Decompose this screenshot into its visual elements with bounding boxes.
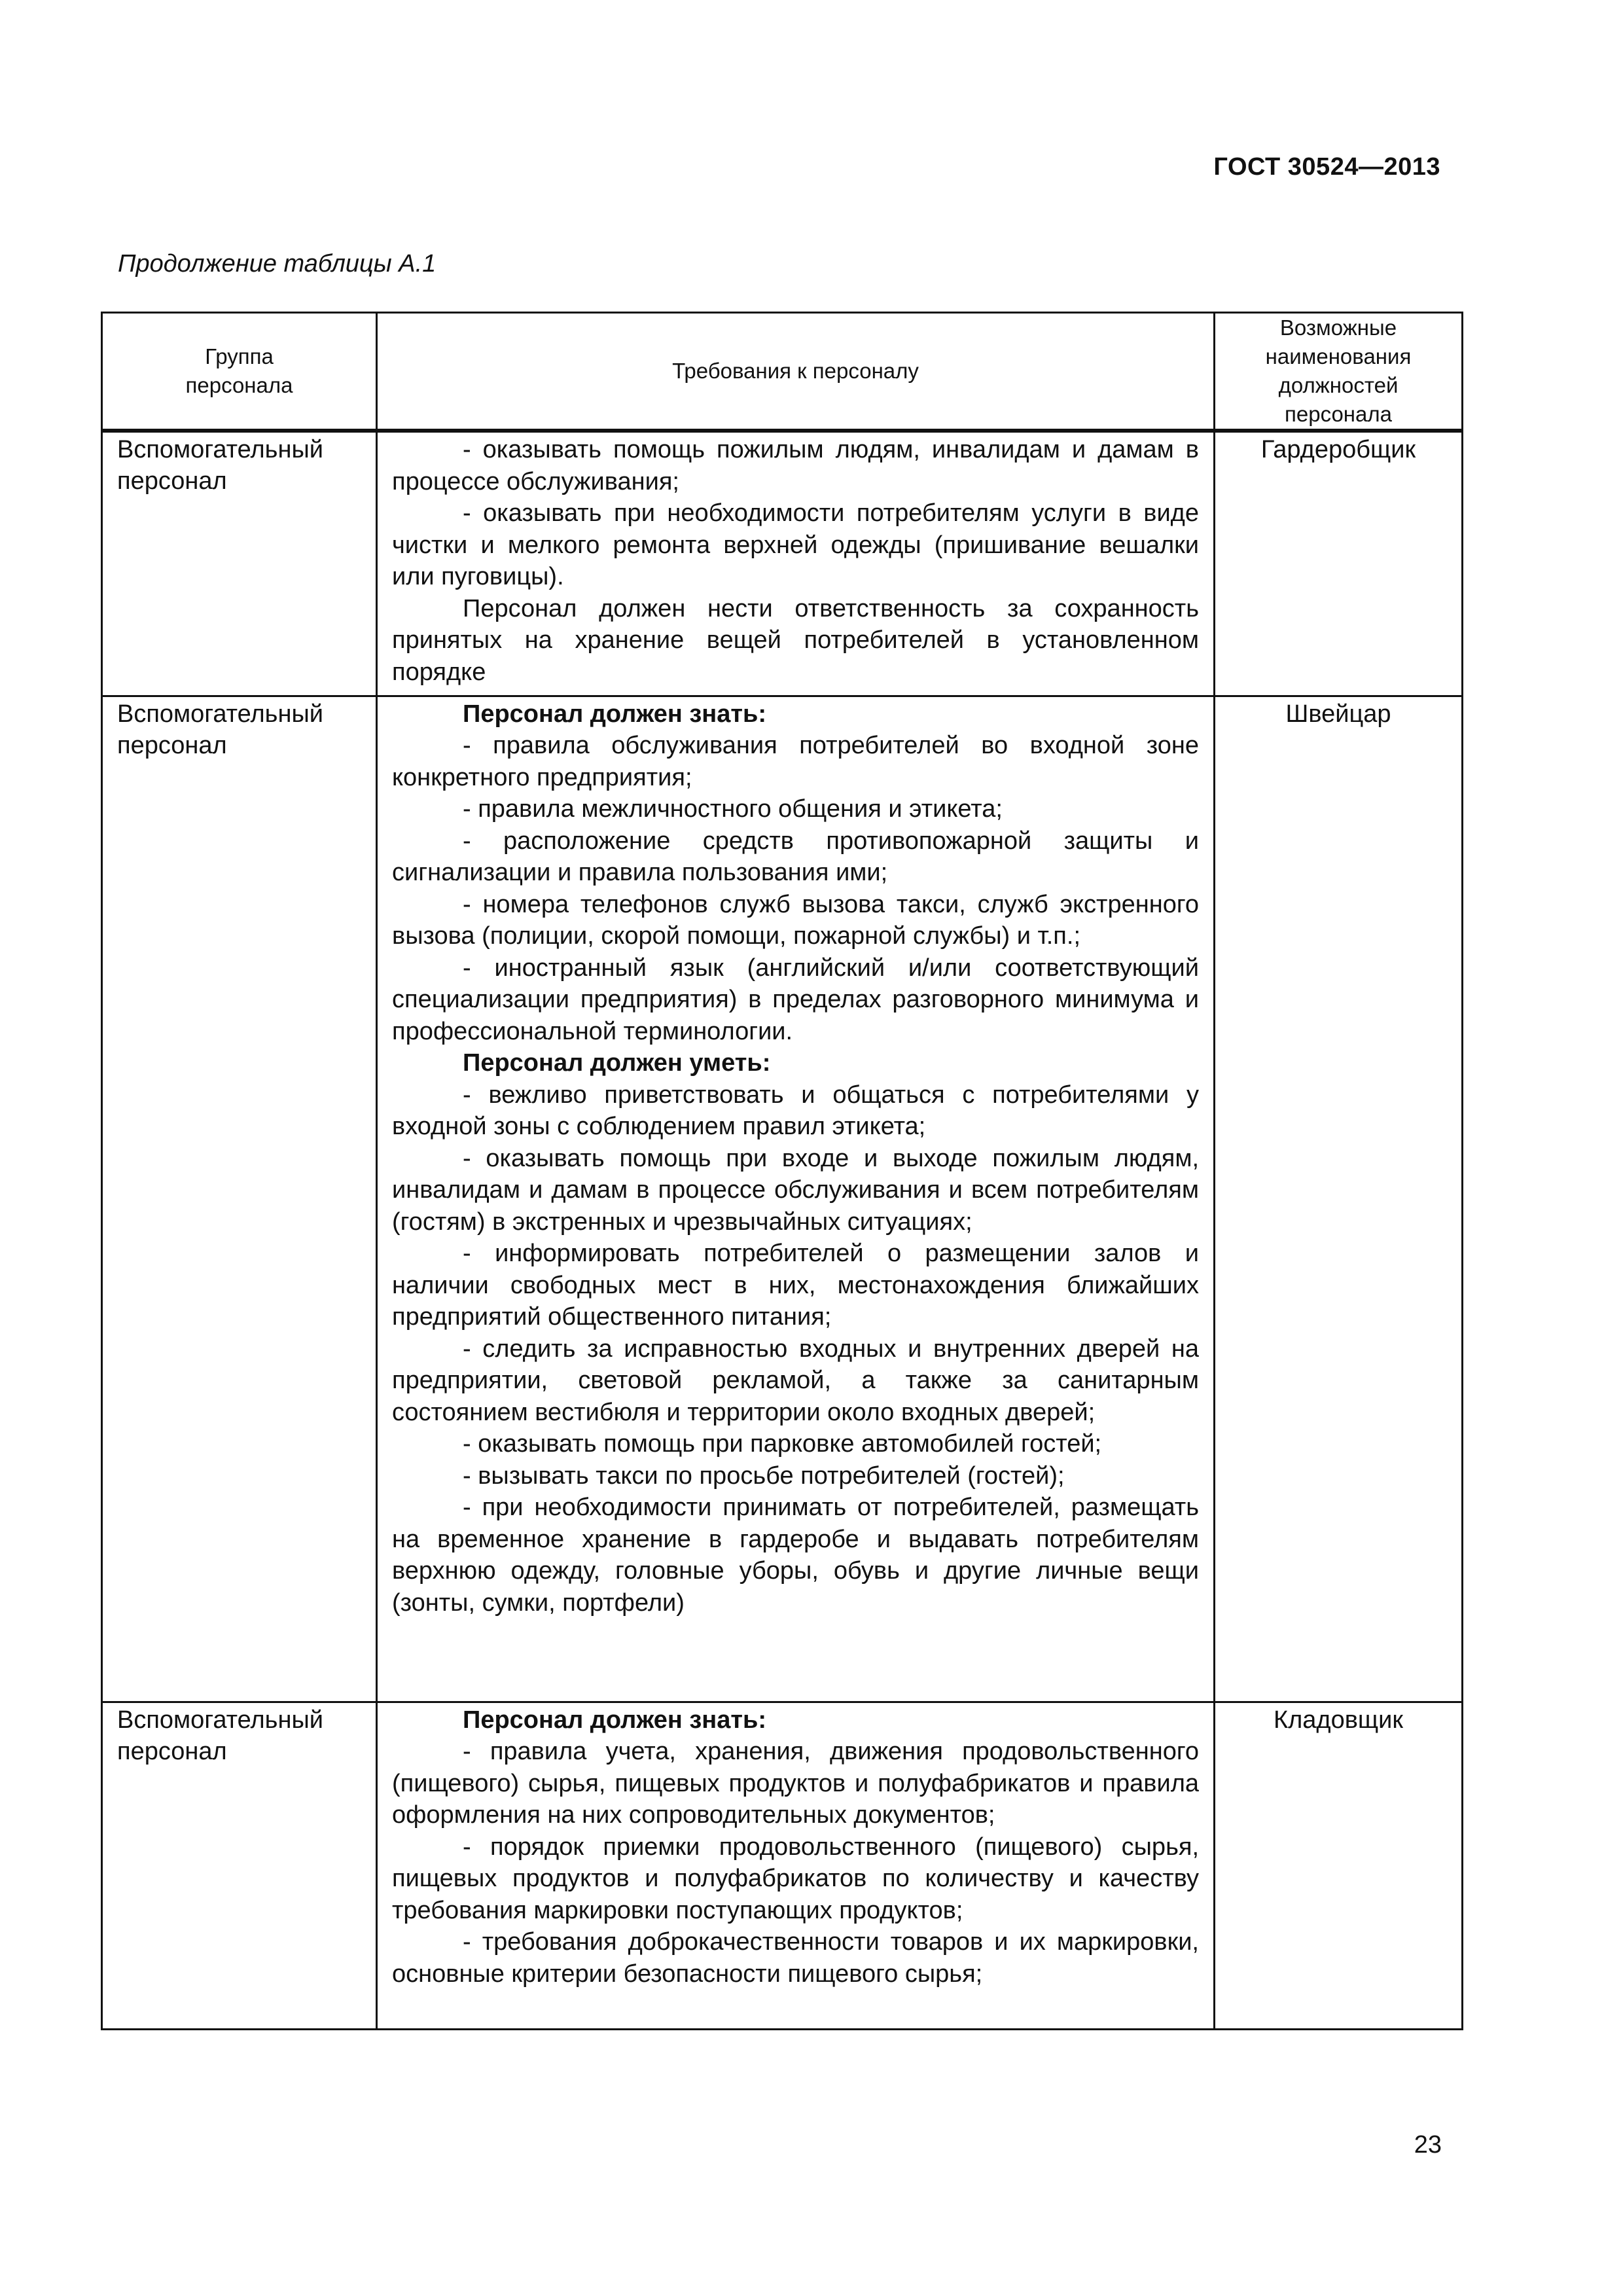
position-cell: Кладовщик xyxy=(1215,1702,1463,2029)
requirement-item: - расположение средств противопожарной защиты и сигнализации и правила пользования ими; xyxy=(392,827,1199,886)
header-line: Возможные xyxy=(1279,315,1397,340)
requirement-item: - иностранный язык (английский и/или соответствующий специализации предприятия) в пределах разговорного минимума и профессиональной терминологии. xyxy=(392,954,1199,1045)
document-code: ГОСТ 30524—2013 xyxy=(1213,153,1440,181)
group-cell: Вспомогательный персонал xyxy=(102,1702,377,2029)
requirement-item: - при необходимости принимать от потребителей, размещать на временное хранение в гардеробе и выдавать потребителям верхнюю одежду, головные уборы, обувь и другие личные вещи (зонты, сумки, портфели) xyxy=(392,1494,1199,1617)
group-cell: Вспомогательный персонал xyxy=(102,696,377,1702)
table-row xyxy=(102,696,1463,1702)
column-header-group xyxy=(102,313,377,431)
requirement-item: - правила межличностного общения и этикета; xyxy=(463,795,1003,823)
requirements-heading: Персонал должен уметь: xyxy=(463,1049,771,1077)
requirements-cell xyxy=(377,696,1215,1702)
position-cell: Швейцар xyxy=(1215,696,1463,1702)
table-header-row xyxy=(102,313,1463,431)
column-header-positions xyxy=(1215,313,1463,431)
requirement-item: - правила обслуживания потребителей во входной зоне конкретного предприятия; xyxy=(392,732,1199,791)
requirement-item: - оказывать помощь при парковке автомобилей гостей; xyxy=(463,1430,1102,1458)
header-line: персонала xyxy=(185,373,293,397)
header-line: персонала xyxy=(1285,402,1392,426)
requirement-item: Персонал должен нести ответственность за сохранность принятых на хранение вещей потребителей в установленном порядке xyxy=(392,594,1199,686)
table-row xyxy=(102,431,1463,696)
requirements-cell xyxy=(377,431,1215,696)
requirement-item: - оказывать при необходимости потребителям услуги в виде чистки и мелкого ремонта верхней одежды (пришивание вешалки или пуговицы). xyxy=(392,499,1199,590)
header-line: должностей xyxy=(1278,373,1399,397)
page-number: 23 xyxy=(1414,2131,1442,2159)
requirement-item: - вызывать такси по просьбе потребителей (гостей); xyxy=(463,1462,1065,1490)
requirement-item: - номера телефонов служб вызова такси, служб экстренного вызова (полиции, скорой помощи, пожарной службы) и т.п.; xyxy=(392,890,1199,950)
column-header-requirements: Требования к персоналу xyxy=(377,313,1215,431)
header-line: наименования xyxy=(1265,344,1412,368)
requirement-item: - вежливо приветствовать и общаться с потребителями у входной зоны с соблюдением правил этикета; xyxy=(392,1081,1199,1140)
requirements-cell xyxy=(377,1702,1215,2029)
table-caption: Продолжение таблицы А.1 xyxy=(118,250,437,278)
requirement-item: - информировать потребителей о размещении залов и наличии свободных мест в них, местонахождения ближайших предприятий общественного питания; xyxy=(392,1240,1199,1331)
requirements-heading: Персонал должен знать: xyxy=(463,700,766,728)
position-cell: Гардеробщик xyxy=(1215,431,1463,696)
requirement-item: - порядок приемки продовольственного (пищевого) сырья, пищевых продуктов и полуфабрикатов по количеству и качеству требования маркировки поступающих продуктов; xyxy=(392,1833,1199,1924)
requirement-item: - правила учета, хранения, движения продовольственного (пищевого) сырья, пищевых продуктов и полуфабрикатов и правила оформления на них сопроводительных документов; xyxy=(392,1738,1199,1829)
requirements-table xyxy=(101,312,1463,2030)
header-line: Группа xyxy=(205,344,274,368)
group-cell: Вспомогательный персонал xyxy=(102,431,377,696)
table-row xyxy=(102,1702,1463,2029)
requirements-heading: Персонал должен знать: xyxy=(463,1706,766,1734)
requirement-item: - оказывать помощь при входе и выходе пожилым людям, инвалидам и дамам в процессе обслуживания и всем потребителям (гостям) в экстренных и чрезвычайных ситуациях; xyxy=(392,1144,1199,1236)
requirement-item: - следить за исправностью входных и внутренних дверей на предприятии, световой рекламой, а также за санитарным состоянием вестибюля и территории около входных дверей; xyxy=(392,1335,1199,1426)
requirement-item: - оказывать помощь пожилым людям, инвалидам и дамам в процессе обслуживания; xyxy=(392,436,1199,495)
requirement-item: - требования доброкачественности товаров и их маркировки, основные критерии безопасности пищевого сырья; xyxy=(392,1928,1199,1988)
